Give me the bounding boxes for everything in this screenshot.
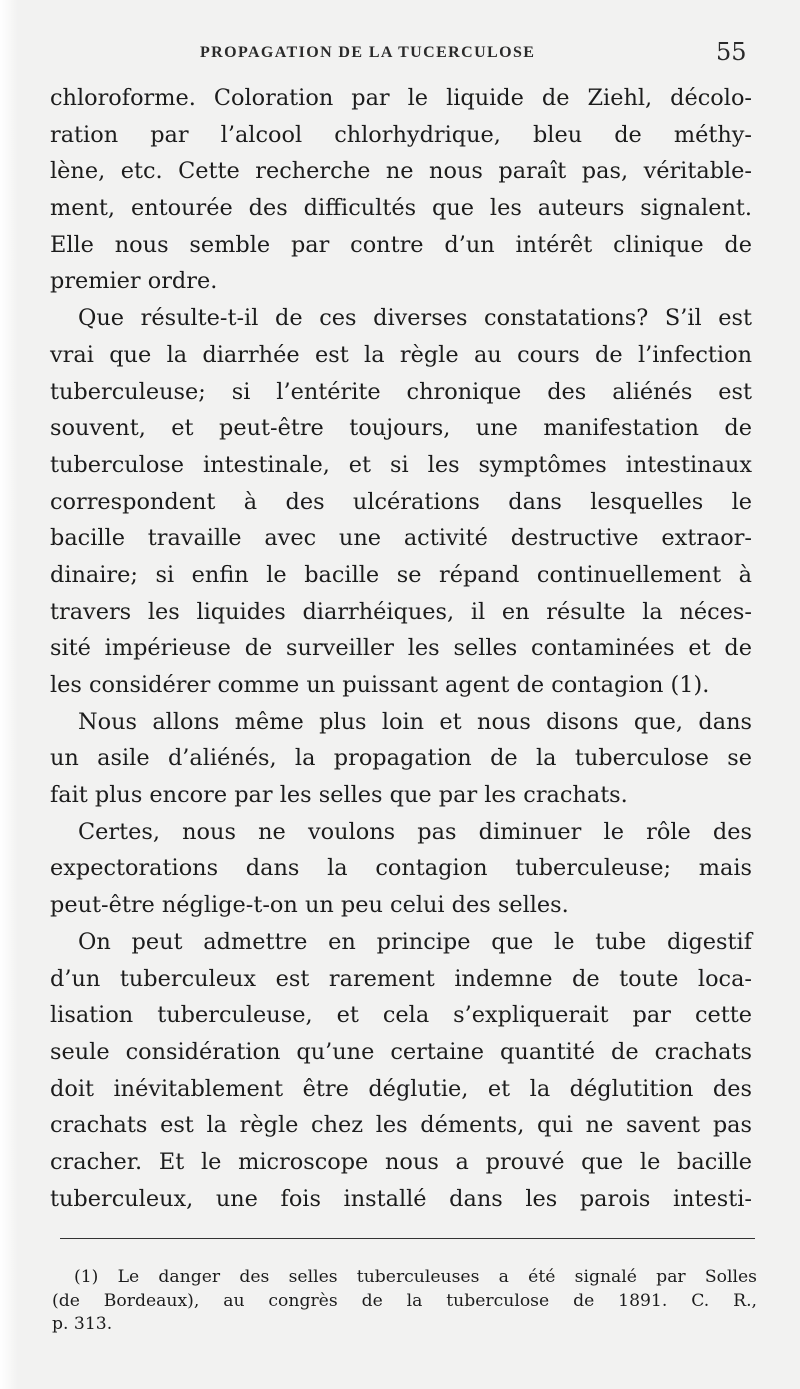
text-line: Elle nous semble par contre d’un intérêt clinique de bbox=[50, 231, 752, 258]
text-line: premier ordre. bbox=[50, 268, 218, 295]
text-line: seule considération qu’une certaine quantité de crachats bbox=[50, 1038, 752, 1065]
text-line: expectorations dans la contagion tuberculeuse; mais bbox=[50, 855, 752, 882]
text-line: souvent, et peut-être toujours, une manifestation de bbox=[50, 415, 752, 442]
text-line: chloroforme. Coloration par le liquide de Ziehl, décolo- bbox=[50, 85, 752, 111]
text-line: (1) Le danger des selles tuberculeuses a été signalé par Solles bbox=[74, 1267, 757, 1287]
text-line: crachats est la règle chez les déments, qui ne savent pas bbox=[50, 1112, 752, 1139]
text-line: d’un tuberculeux est rarement indemne de toute loca- bbox=[50, 965, 752, 992]
text-line: ration par l’alcool chlorhydrique, bleu de méthy- bbox=[50, 121, 752, 148]
running-title: PROPAGATION DE LA TUCERCULOSE bbox=[200, 44, 536, 61]
footnote bbox=[52, 1266, 757, 1337]
text-line: ment, entourée des difficultés que les auteurs signalent. bbox=[50, 195, 752, 222]
text-line: sité impérieuse de surveiller les selles contaminées et de bbox=[50, 635, 752, 662]
text-line: Nous allons même plus loin et nous disons que, dans bbox=[78, 708, 752, 735]
text-line: doit inévitablement être déglutie, et la déglutition des bbox=[50, 1075, 752, 1102]
text-line: dinaire; si enfin le bacille se répand continuellement à bbox=[50, 561, 752, 588]
text-line: On peut admettre en principe que le tube digestif bbox=[78, 928, 752, 955]
text-line: (de Bordeaux), au congrès de la tuberculose de 1891. C. R., bbox=[52, 1290, 757, 1311]
text-line: Certes, nous ne voulons pas diminuer le rôle des bbox=[78, 818, 752, 845]
page-edge bbox=[0, 0, 18, 1389]
text-line: tuberculeux, une fois installé dans les parois intesti- bbox=[50, 1185, 752, 1212]
text-line: Que résulte-t-il de ces diverses constatations? S’il est bbox=[78, 305, 752, 332]
body-text bbox=[50, 80, 752, 1217]
page-number: 55 bbox=[716, 38, 747, 66]
text-line: lène, etc. Cette recherche ne nous paraît pas, véritable- bbox=[50, 158, 752, 185]
text-line: peut-être néglige-t-on un peu celui des selles. bbox=[50, 892, 569, 919]
text-line: cracher. Et le microscope nous a prouvé que le bacille bbox=[50, 1148, 752, 1175]
text-line: tuberculeuse; si l’entérite chronique des aliénés est bbox=[50, 378, 752, 405]
text-line: les considérer comme un puissant agent de contagion (1). bbox=[50, 672, 710, 698]
text-line: travers les liquides diarrhéiques, il en résulte la néces- bbox=[50, 598, 752, 625]
text-line: fait plus encore par les selles que par les crachats. bbox=[50, 782, 628, 809]
text-line: lisation tuberculeuse, et cela s’expliquerait par cette bbox=[50, 1002, 752, 1029]
text-line: p. 313. bbox=[52, 1314, 113, 1334]
text-line: tuberculose intestinale, et si les symptômes intestinaux bbox=[50, 451, 752, 478]
text-line: correspondent à des ulcérations dans lesquelles le bbox=[50, 488, 752, 515]
footnote-divider bbox=[60, 1238, 755, 1239]
text-line: un asile d’aliénés, la propagation de la tuberculose se bbox=[50, 745, 752, 772]
text-line: vrai que la diarrhée est la règle au cours de l’infection bbox=[50, 341, 752, 368]
text-line: bacille travaille avec une activité destructive extraor- bbox=[50, 525, 752, 552]
